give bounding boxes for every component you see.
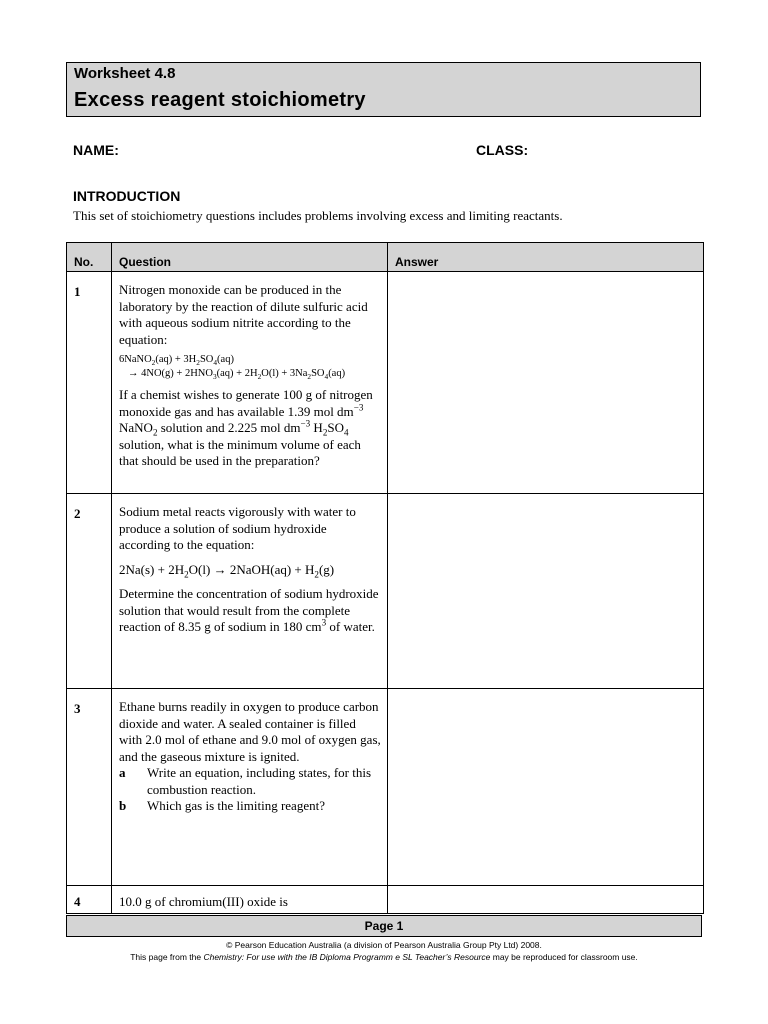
- reproduction-notice: [0, 952, 768, 962]
- introduction-text: This set of stoichiometry questions includes problems involving excess and limiting reactants.: [73, 208, 563, 223]
- name-label: NAME:: [73, 142, 119, 158]
- question-part-a: [119, 765, 381, 798]
- question-text: If a chemist wishes to generate 100 g of nitrogen monoxide gas and has available 1.39 mol $dm^{-3}$ NaNO$_2$ solution and 2.225 mol $dm^{-3}$ $H_2SO_4$ solution, what is the minimum volume of each that should be used in the preparation?: [119, 387, 373, 468]
- equation-line-2: → $4NO(g) + 2HNO_3(aq) + 2H_2O(l) + 3Na_2SO_4(aq)$: [128, 368, 346, 382]
- part-text: Which gas is the limiting reagent?: [147, 798, 325, 813]
- question-cell: [112, 494, 388, 689]
- question-intro: Nitrogen monoxide can be produced in the laboratory by the reaction of dilute sulfuric acid with aqueous sodium nitrite according to the equation:: [119, 282, 368, 347]
- question-cell: [112, 272, 388, 494]
- worksheet-number: Worksheet 4.8: [74, 65, 176, 82]
- question-number: 3: [67, 689, 112, 886]
- page-number-bar: Page 1: [66, 915, 702, 937]
- column-header-number: No.: [67, 243, 112, 272]
- column-header-answer: Answer: [388, 243, 704, 272]
- questions-table: [66, 242, 704, 914]
- table-header-row: [67, 243, 704, 272]
- table-row: [67, 494, 704, 689]
- question-cell: [112, 689, 388, 886]
- answer-cell[interactable]: [388, 272, 704, 494]
- answer-cell[interactable]: [388, 689, 704, 886]
- table-row: [67, 272, 704, 494]
- question-cell: [112, 886, 388, 914]
- reproduce-suffix: may be reproduced for classroom use.: [490, 952, 638, 962]
- equation-line-1: 6NaNO$_2$(aq) + $3H_2SO_4(aq)$: [119, 354, 234, 368]
- worksheet-header: [66, 62, 701, 117]
- book-title: Chemistry: For use with the IB Diploma Programm e SL Teacher’s Resource: [203, 952, 491, 962]
- introduction-heading: INTRODUCTION: [73, 188, 181, 204]
- question-intro: Ethane burns readily in oxygen to produce carbon dioxide and water. A sealed container is filled with 2.0 mol of ethane and 9.0 mol of oxygen gas, and the gaseous mixture is ignited.: [119, 699, 381, 764]
- question-text: Determine the concentration of sodium hydroxide solution that would result from the complete reaction of 8.35 g of sodium in 180 $cm^3$ of water.: [119, 586, 379, 634]
- chemical-equation: [119, 353, 381, 381]
- question-number: 4: [67, 886, 112, 914]
- part-letter: b: [119, 798, 127, 813]
- question-number: 2: [67, 494, 112, 689]
- column-header-question: Question: [112, 243, 388, 272]
- part-text: Write an equation, including states, for this combustion reaction.: [147, 765, 372, 797]
- table-row: [67, 886, 704, 914]
- chemical-equation: $2Na(s) + 2H_2O(l)$ → 2NaOH(aq) + $H_2(g)$: [119, 561, 335, 580]
- question-intro: Sodium metal reacts vigorously with water to produce a solution of sodium hydroxide according to the equation:: [119, 504, 356, 552]
- worksheet-title: Excess reagent stoichiometry: [74, 89, 366, 111]
- answer-cell[interactable]: [388, 886, 704, 914]
- question-number: 1: [67, 272, 112, 494]
- question-part-b: [119, 798, 381, 815]
- answer-cell[interactable]: [388, 494, 704, 689]
- class-label: CLASS:: [476, 142, 529, 158]
- table-row: [67, 689, 704, 886]
- part-letter: a: [119, 765, 126, 780]
- question-intro: 10.0 g of chromium(III) oxide is: [119, 894, 288, 909]
- reproduce-prefix: This page from the: [130, 952, 204, 962]
- copyright-notice: © Pearson Education Australia (a division of Pearson Australia Group Pty Ltd) 2008.: [226, 940, 542, 950]
